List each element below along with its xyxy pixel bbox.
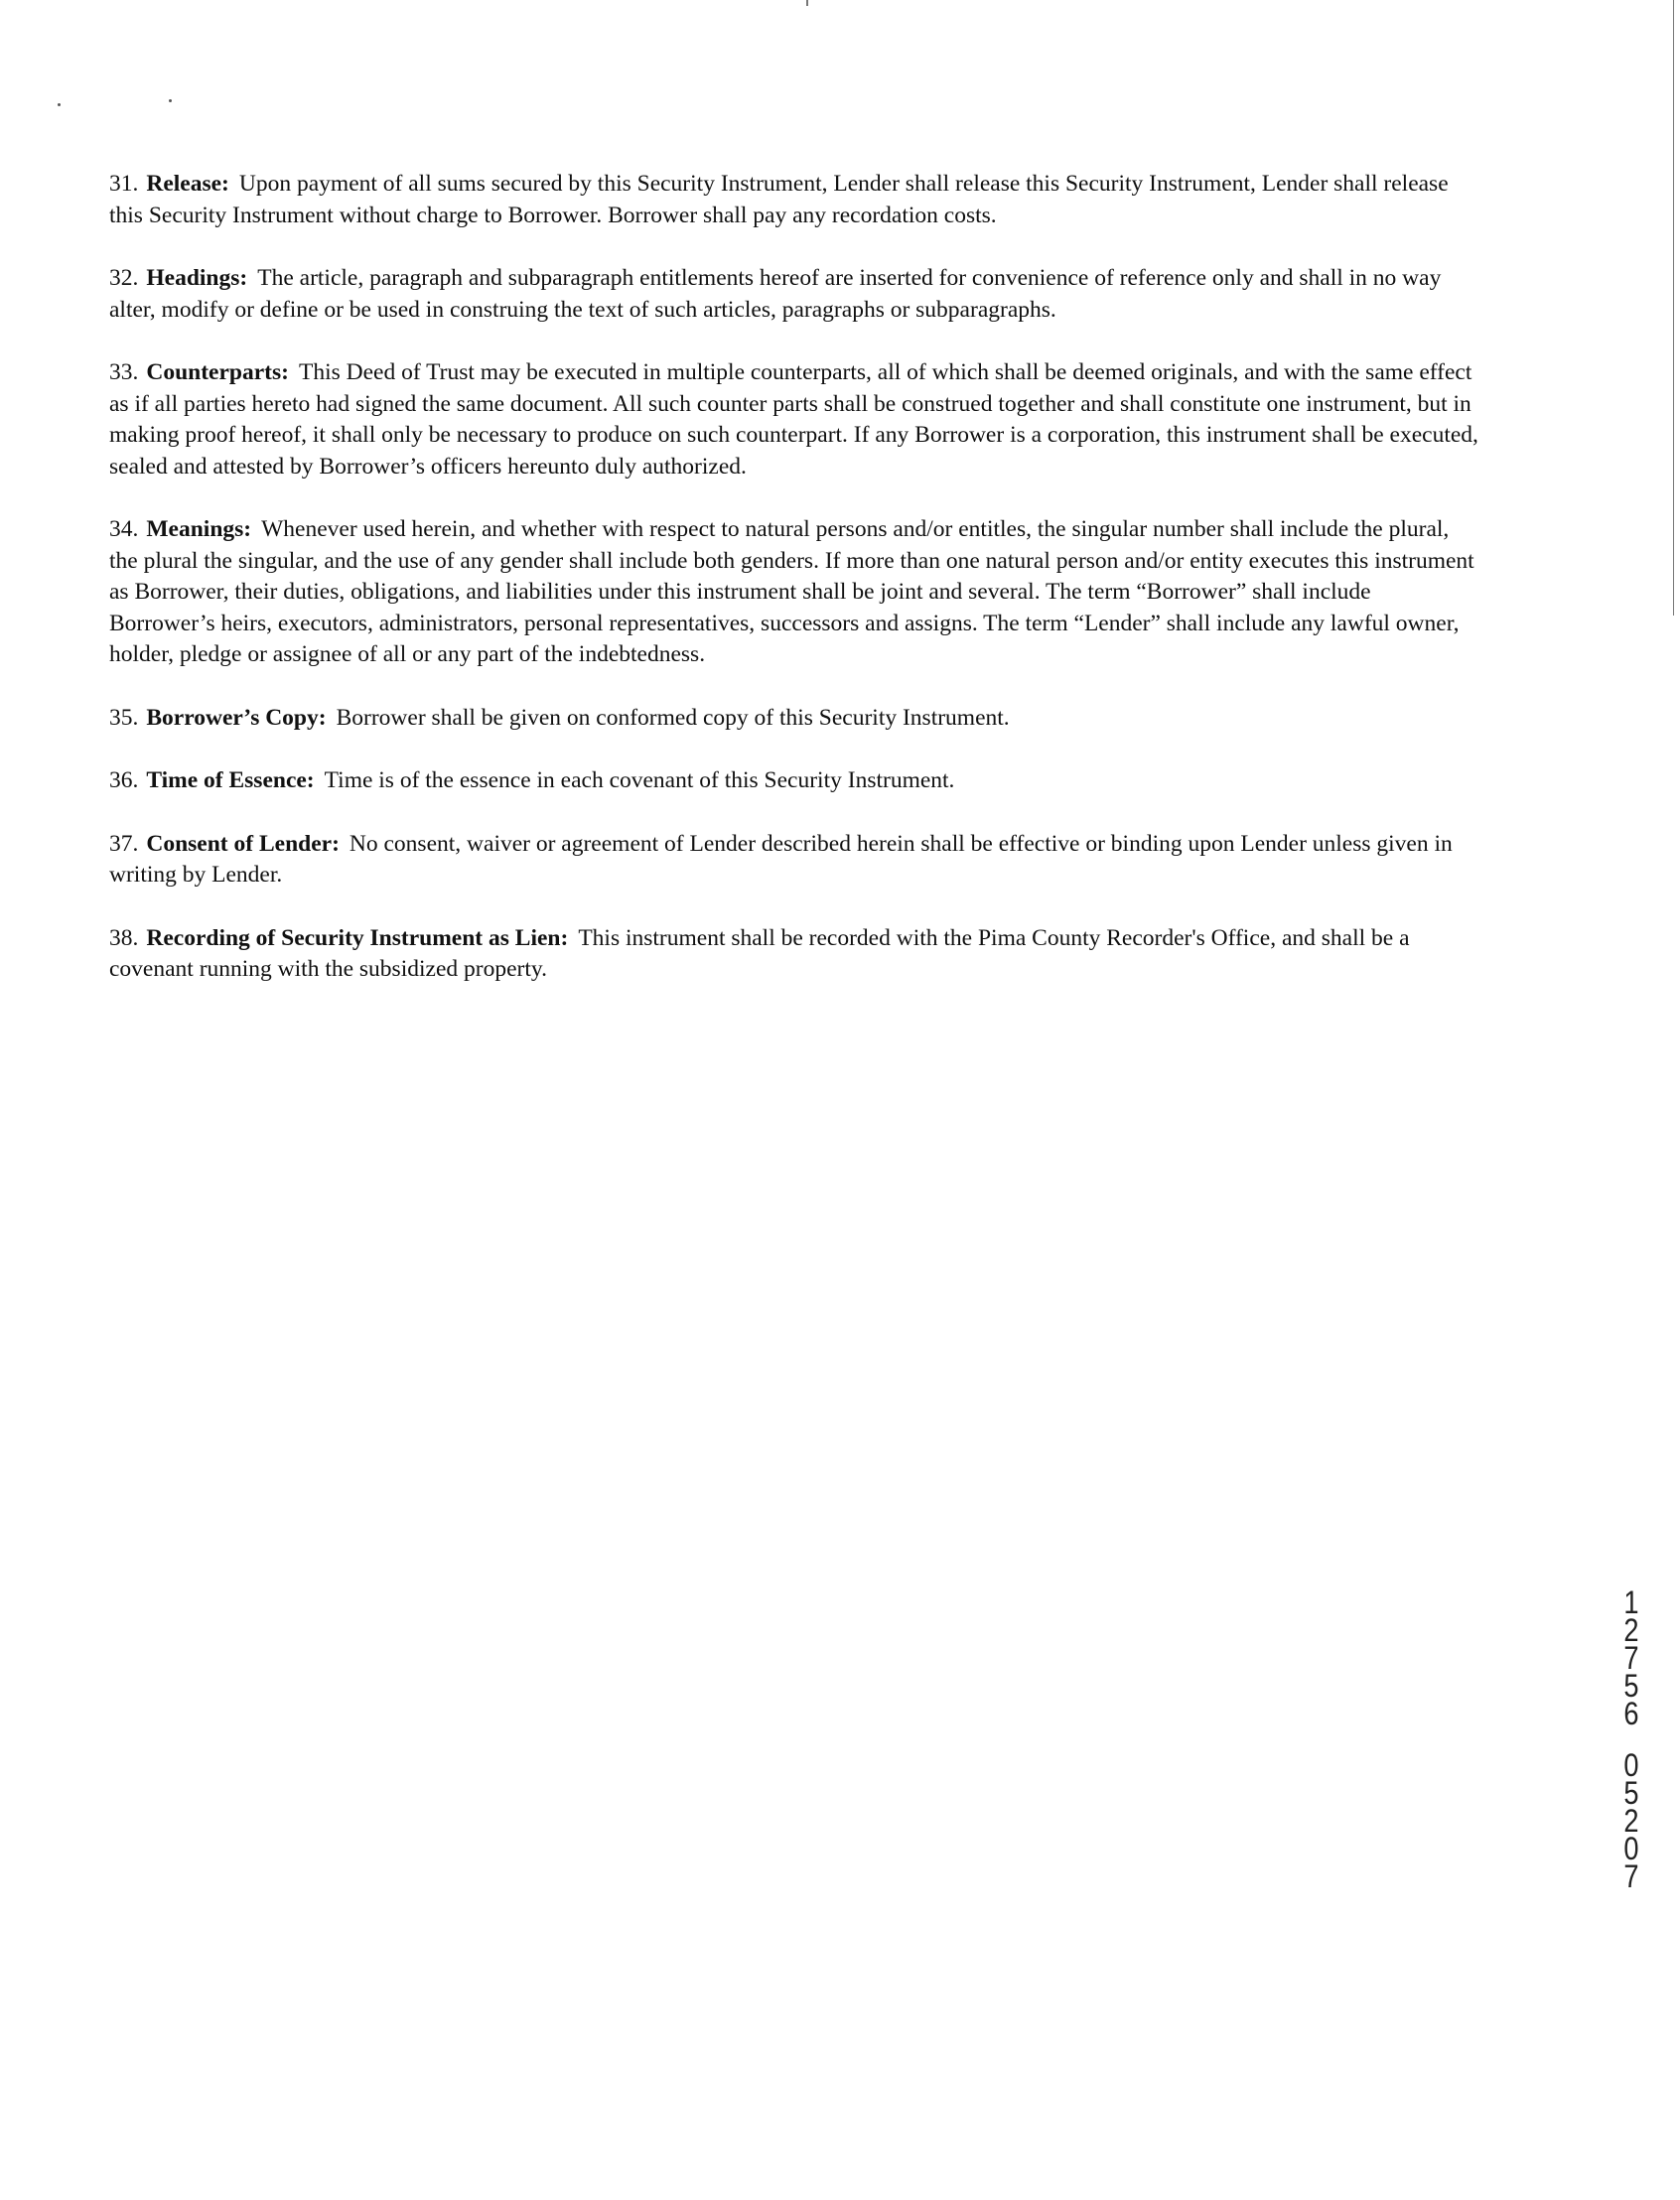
scan-speck	[169, 99, 172, 102]
clause-text: No consent, waiver or agreement of Lender described herein shall be effective or binding upon Lender unless given in writing by Lender.	[109, 830, 1453, 888]
clause-text: Borrower shall be given on conformed copy of this Security Instrument.	[336, 704, 1010, 731]
recording-digit: 6	[1623, 1696, 1639, 1731]
recording-digit: 2	[1623, 1612, 1639, 1648]
recording-digit: 7	[1623, 1640, 1639, 1676]
clause-heading: Counterparts:	[146, 359, 289, 385]
recording-number-stamp	[1618, 1584, 1644, 1894]
clause-38	[109, 923, 1479, 986]
scan-edge-line	[1673, 0, 1674, 616]
clause-text: This Deed of Trust may be executed in multiple counterparts, all of which shall be deemed originals, and with the same effect as if all parties hereto had signed the same document. All such counter parts shall be construed together and shall constitute one instrument, but in making proof hereof, it shall only be necessary to produce on such counterpart. If any Borrower is a corporation, this instrument shall be executed, sealed and attested by Borrower’s officers hereunto duly authorized.	[109, 359, 1478, 480]
recording-digit: 5	[1623, 1668, 1639, 1704]
clause-number: 32.	[109, 265, 139, 291]
clause-number: 37.	[109, 830, 139, 857]
clause-heading: Release:	[146, 171, 229, 197]
recording-digit: 1	[1623, 1584, 1639, 1620]
clause-31	[109, 169, 1479, 231]
recording-digit: 0	[1623, 1747, 1639, 1783]
clause-text: Time is of the essence in each covenant of this Security Instrument.	[324, 767, 955, 793]
clause-heading: Borrower’s Copy:	[146, 704, 327, 731]
recording-digit: 7	[1623, 1858, 1639, 1894]
recording-digit: 0	[1623, 1831, 1639, 1866]
clause-heading: Recording of Security Instrument as Lien:	[146, 924, 569, 951]
clause-34	[109, 514, 1479, 671]
clause-number: 31.	[109, 171, 139, 197]
clause-heading: Headings:	[146, 265, 248, 291]
clause-number: 33.	[109, 359, 139, 385]
clause-text: Whenever used herein, and whether with respect to natural persons and/or entitles, the singular number shall include the plural, the plural the singular, and the use of any gender shall include both genders. If more than one natural person and/or entity executes this instrument as Borrower, their duties, obligations, and liabilities under this instrument shall be joint and several. The term “Borrower” shall include Borrower’s heirs, executors, administrators, personal representatives, successors and assigns. The term “Lender” shall include any lawful owner, holder, pledge or assignee of all or any part of the indebtedness.	[109, 516, 1474, 667]
clause-number: 36.	[109, 767, 139, 793]
clause-list	[109, 169, 1479, 1018]
clause-heading: Meanings:	[146, 516, 252, 542]
clause-number: 35.	[109, 704, 139, 731]
clause-heading: Consent of Lender:	[146, 830, 340, 857]
clause-32	[109, 263, 1479, 326]
clause-35	[109, 703, 1479, 735]
clause-text: Upon payment of all sums secured by this Security Instrument, Lender shall release this Security Instrument, Lender shall release this Security Instrument without charge to Borrower. Borrower shall pay any recordation costs.	[109, 171, 1449, 228]
clause-number: 34.	[109, 516, 139, 542]
clause-number: 38.	[109, 924, 139, 951]
clause-text: The article, paragraph and subparagraph entitlements hereof are inserted for convenience of reference only and shall in no way alter, modify or define or be used in construing the text of such articles, paragraphs or subparagraphs.	[109, 265, 1442, 323]
clause-heading: Time of Essence:	[146, 767, 315, 793]
recording-digit: 5	[1623, 1775, 1639, 1811]
scan-edge-mark	[806, 0, 808, 6]
scan-speck	[58, 103, 61, 106]
clause-33	[109, 357, 1479, 482]
recording-digit: 2	[1623, 1803, 1639, 1839]
clause-text: This instrument shall be recorded with the Pima County Recorder's Office, and shall be a covenant running with the subsidized property.	[109, 924, 1410, 982]
clause-36	[109, 765, 1479, 797]
clause-37	[109, 829, 1479, 892]
